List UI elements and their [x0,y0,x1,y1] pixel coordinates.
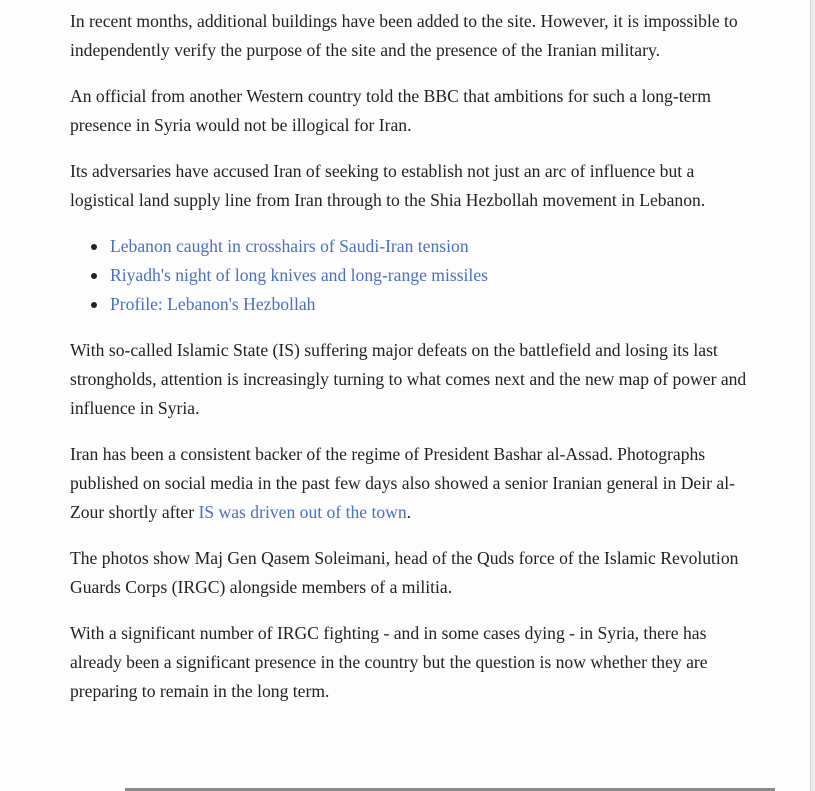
paragraph-irgc-presence: With a significant number of IRGC fighting - and in some cases dying - in Syria, there has already been a significant presence in the country but the question is now whether they are preparing to remain in the long term. [70,623,708,701]
related-link-riyadh-night[interactable]: Riyadh's night of long knives and long-range missiles [110,265,488,285]
bullet-icon [91,244,97,250]
link-is-driven-out[interactable]: IS was driven out of the town [198,502,407,522]
paragraph-backer-text: Iran has been a consistent backer of the regime of President Bashar al-Assad. Photographs published on social media in the past few days also showed a senior Iranian general in Deir al-Zour shortly after [70,444,735,522]
page-edge-scrollbar[interactable] [811,0,815,791]
list-item [110,261,760,290]
related-link-lebanon-tension[interactable]: Lebanon caught in crosshairs of Saudi-Iran tension [110,236,469,256]
paragraph-site-buildings: In recent months, additional buildings have been added to the site. However, it is impossible to independently verify the purpose of the site and the presence of the Iranian military. [70,11,738,60]
paragraph-soleimani-photos: The photos show Maj Gen Qasem Soleimani, head of the Quds force of the Islamic Revolution Guards Corps (IRGC) alongside members of a militia. [70,548,739,597]
related-link-hezbollah-profile[interactable]: Profile: Lebanon's Hezbollah [110,294,316,314]
related-links-list [70,232,760,319]
bullet-icon [91,302,97,308]
article-body [70,7,760,723]
list-item [110,232,760,261]
paragraph-adversaries: Its adversaries have accused Iran of seeking to establish not just an arc of influence but a logistical land supply line from Iran through to the Shia Hezbollah movement in Lebanon. [70,161,706,210]
paragraph-iran-backer [70,440,760,527]
paragraph-islamic-state: With so-called Islamic State (IS) suffering major defeats on the battlefield and losing its last strongholds, attention is increasingly turning to what comes next and the new map of power and influence in Syria. [70,340,747,418]
paragraph-western-official: An official from another Western country told the BBC that ambitions for such a long-term presence in Syria would not be illogical for Iran. [70,86,711,135]
list-item [110,290,760,319]
paragraph-backer-end: . [406,502,412,522]
bullet-icon [91,273,97,279]
